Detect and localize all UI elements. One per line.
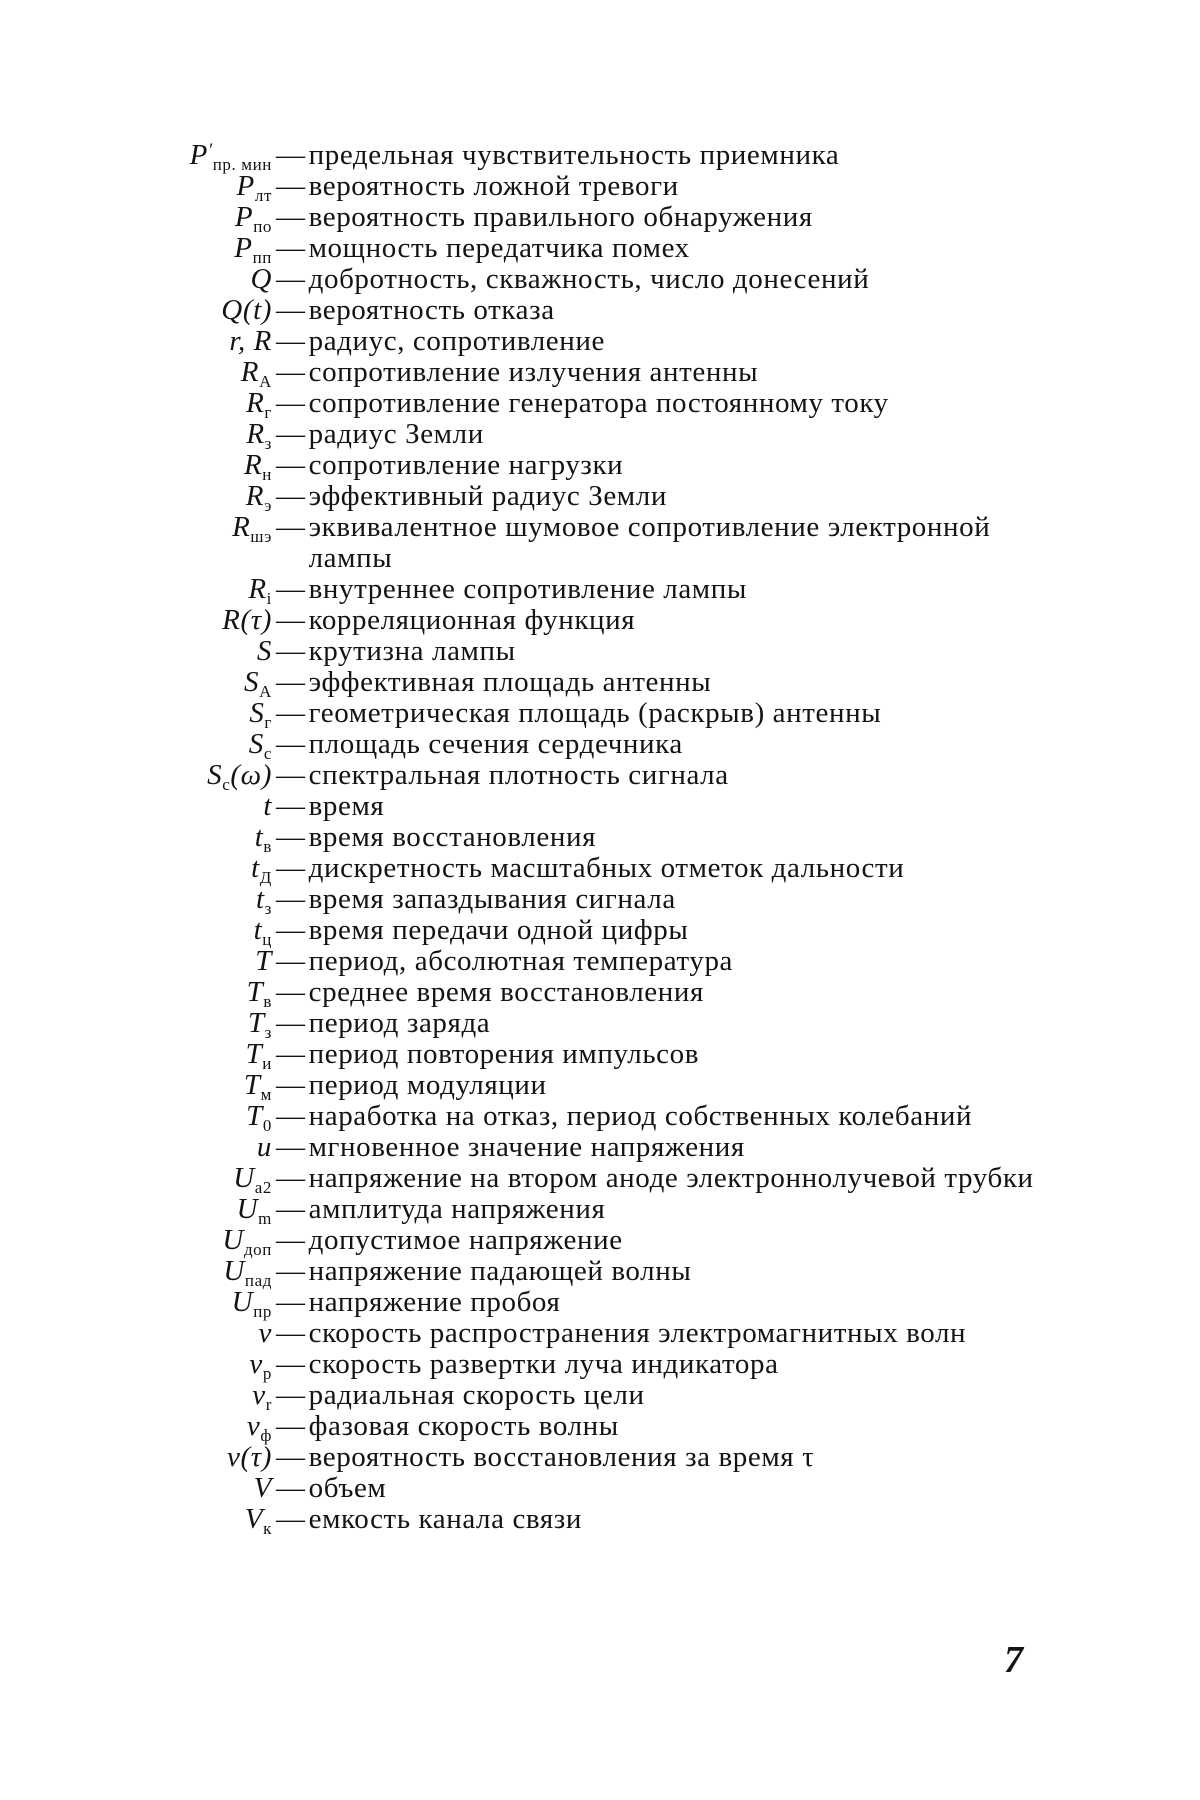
notation-symbol [0, 326, 274, 357]
notation-description: период повторения импульсов [308, 1038, 700, 1070]
symbol-subscript: в [263, 837, 272, 856]
notation-description: время запаздывания сигнала [308, 883, 676, 915]
dash-separator: — [276, 1069, 306, 1101]
dash-separator: — [276, 356, 306, 388]
symbol-base: v [258, 1317, 272, 1349]
notation-entry [0, 1379, 1200, 1414]
dash-separator: — [276, 1441, 306, 1473]
notation-entry [0, 1193, 1200, 1228]
notation-description: мощность передатчика помех [308, 232, 690, 264]
symbol-subscript: m [258, 1209, 272, 1228]
symbol-subscript: н [262, 465, 272, 484]
notation-symbol [0, 1503, 274, 1538]
dash-separator: — [276, 697, 306, 729]
notation-entry [0, 759, 1200, 794]
notation-entry [0, 946, 1200, 977]
dash-separator: — [276, 480, 306, 512]
symbol-base: t [251, 852, 260, 884]
symbol-subscript: г [264, 713, 272, 732]
notation-description: геометрическая площадь (раскрыв) антенны [308, 697, 882, 729]
notation-entry [0, 791, 1200, 822]
symbol-subscript: р [262, 1364, 272, 1383]
symbol-base: U [231, 1286, 254, 1318]
symbol-base: U [223, 1255, 245, 1287]
notation-description: эквивалентное шумовое сопротивление электронной лампы [308, 511, 991, 574]
notation-description: скорость развертки луча индикатора [308, 1348, 779, 1380]
notation-entry [0, 170, 1200, 205]
notation-symbol [0, 1069, 274, 1104]
notation-description: период, абсолютная температура [308, 945, 734, 977]
symbol-base: Q [250, 263, 272, 295]
symbol-subscript: А [259, 372, 272, 391]
notation-symbol [0, 1348, 274, 1383]
dash-separator: — [276, 1379, 306, 1411]
symbol-base: R [246, 418, 265, 450]
page-number: 7 [1004, 1639, 1023, 1681]
dash-separator: — [276, 666, 306, 698]
dash-separator: — [276, 1472, 306, 1504]
symbol-argument: (ω) [230, 759, 272, 791]
dash-separator: — [276, 1503, 306, 1535]
notation-description: время [308, 790, 385, 822]
symbol-base: S [207, 759, 223, 791]
symbol-base: Q [221, 294, 243, 326]
notation-symbol [0, 232, 274, 267]
notation-symbol [0, 418, 274, 453]
dash-separator: — [276, 201, 306, 233]
dash-separator: — [276, 1100, 306, 1132]
dash-separator: — [276, 294, 306, 326]
notation-entry [0, 976, 1200, 1011]
dash-separator: — [276, 821, 306, 853]
notation-symbol [0, 1038, 274, 1073]
symbol-base: T [246, 1100, 263, 1132]
notation-symbol [0, 852, 274, 887]
symbol-base: R [246, 387, 265, 419]
dash-separator: — [276, 1286, 306, 1318]
dash-separator: — [276, 170, 306, 202]
symbol-base: v [227, 1441, 241, 1473]
notation-entry [0, 264, 1200, 295]
notation-list [0, 139, 1200, 1538]
symbol-subscript: 0 [262, 1116, 272, 1135]
symbol-argument: (t) [242, 294, 272, 326]
notation-description: время передачи одной цифры [308, 914, 689, 946]
symbol-argument: (τ) [240, 604, 272, 636]
notation-symbol [0, 1318, 274, 1349]
symbol-base: P [236, 170, 255, 202]
notation-description: спектральная плотность сигнала [308, 759, 729, 791]
symbol-argument: (τ) [240, 1441, 272, 1473]
notation-description: радиус Земли [308, 418, 484, 450]
symbol-base: t [254, 821, 264, 853]
symbol-subscript: з [264, 899, 272, 918]
symbol-subscript: ф [260, 1426, 272, 1445]
dash-separator: — [276, 1348, 306, 1380]
notation-entry [0, 636, 1200, 667]
notation-entry [0, 728, 1200, 763]
dash-separator: — [276, 1255, 306, 1287]
notation-symbol [0, 976, 274, 1011]
symbol-base: T [247, 1007, 265, 1039]
dash-separator: — [276, 1162, 306, 1194]
notation-entry [0, 883, 1200, 918]
dash-separator: — [276, 852, 306, 884]
notation-entry [0, 1442, 1200, 1473]
notation-description: крутизна лампы [308, 635, 516, 667]
notation-entry [0, 295, 1200, 326]
notation-entry [0, 1348, 1200, 1383]
notation-description: время восстановления [308, 821, 597, 853]
notation-symbol [0, 728, 274, 763]
notation-symbol [0, 914, 274, 949]
notation-symbol [0, 201, 274, 236]
symbol-base: R [232, 511, 251, 543]
notation-entry [0, 1318, 1200, 1349]
symbol-subscript: э [264, 496, 272, 515]
symbol-subscript: a2 [254, 1178, 272, 1197]
notation-description: наработка на отказ, период собственных колебаний [308, 1100, 973, 1132]
notation-symbol [0, 1255, 274, 1290]
notation-symbol [0, 1410, 274, 1445]
notation-symbol [0, 1132, 274, 1163]
notation-entry [0, 1224, 1200, 1259]
notation-description: скорость распространения электромагнитных волн [308, 1317, 967, 1349]
symbol-base: r, R [229, 325, 272, 357]
symbol-subscript: шэ [250, 527, 272, 546]
notation-description: сопротивление излучения антенны [308, 356, 759, 388]
symbol-base: S [244, 666, 260, 698]
notation-entry [0, 232, 1200, 267]
symbol-base: T [246, 976, 264, 1008]
dash-separator: — [276, 263, 306, 295]
notation-description: мгновенное значение напряжения [308, 1131, 745, 1163]
notation-symbol [0, 139, 274, 174]
notation-description: сопротивление нагрузки [308, 449, 624, 481]
notation-entry [0, 666, 1200, 701]
notation-description: допустимое напряжение [308, 1224, 623, 1256]
notation-description: радиальная скорость цели [308, 1379, 645, 1411]
symbol-base: v [246, 1410, 261, 1442]
notation-symbol [0, 666, 274, 701]
symbol-base: t [253, 914, 263, 946]
notation-description: эффективная площадь антенны [308, 666, 712, 698]
notation-symbol [0, 1286, 274, 1321]
notation-symbol [0, 791, 274, 822]
notation-entry [0, 1007, 1200, 1042]
symbol-base: t [263, 790, 272, 822]
notation-symbol [0, 1193, 274, 1228]
dash-separator: — [276, 387, 306, 419]
symbol-base: v [252, 1379, 266, 1411]
dash-separator: — [276, 790, 306, 822]
symbol-base: R [248, 573, 267, 605]
dash-separator: — [276, 728, 306, 760]
symbol-base: R [243, 449, 263, 481]
symbol-prime: ′ [207, 140, 213, 161]
notation-entry [0, 1410, 1200, 1445]
dash-separator: — [276, 914, 306, 946]
dash-separator: — [276, 573, 306, 605]
notation-entry [0, 697, 1200, 732]
notation-entry [0, 1069, 1200, 1104]
symbol-subscript: лт [254, 186, 272, 205]
notation-symbol [0, 883, 274, 918]
notation-description: среднее время восстановления [308, 976, 704, 1008]
symbol-base: R [222, 604, 241, 636]
symbol-base: t [256, 883, 265, 915]
symbol-subscript: по [253, 217, 272, 236]
notation-description: вероятность ложной тревоги [308, 170, 679, 202]
notation-symbol [0, 697, 274, 732]
notation-description: амплитуда напряжения [308, 1193, 606, 1225]
symbol-base: S [249, 697, 265, 729]
notation-symbol [0, 946, 274, 977]
symbol-subscript: к [263, 1519, 272, 1538]
notation-entry [0, 1162, 1200, 1197]
notation-symbol [0, 759, 274, 794]
notation-description: предельная чувствительность приемника [308, 139, 840, 171]
notation-description: напряжение падающей волны [308, 1255, 692, 1287]
symbol-base: U [233, 1162, 255, 1194]
symbol-subscript: ц [262, 930, 272, 949]
symbol-subscript: з [264, 434, 272, 453]
symbol-subscript: в [263, 992, 272, 1011]
notation-entry [0, 1503, 1200, 1538]
dash-separator: — [276, 635, 306, 667]
notation-symbol [0, 1379, 274, 1414]
notation-symbol [0, 1100, 274, 1135]
symbol-subscript: i [266, 589, 272, 608]
dash-separator: — [276, 945, 306, 977]
notation-entry [0, 418, 1200, 453]
notation-symbol [0, 449, 274, 484]
symbol-base: U [222, 1224, 244, 1256]
notation-entry [0, 139, 1200, 174]
symbol-subscript: и [262, 1054, 272, 1073]
notation-description: эффективный радиус Земли [308, 480, 667, 512]
symbol-subscript: пр [253, 1302, 272, 1321]
symbol-base: P [234, 232, 253, 264]
notation-symbol [0, 1162, 274, 1197]
notation-symbol [0, 264, 274, 295]
symbol-base: T [245, 1038, 263, 1070]
symbol-subscript: с [263, 744, 272, 763]
notation-entry [0, 821, 1200, 856]
symbol-base: R [240, 356, 260, 388]
symbol-base: S [256, 635, 272, 667]
notation-entry [0, 1473, 1200, 1504]
notation-entry [0, 326, 1200, 357]
symbol-subscript: с [222, 775, 231, 794]
notation-entry [0, 1255, 1200, 1290]
notation-description: вероятность восстановления за время τ [308, 1441, 815, 1473]
notation-description: вероятность правильного обнаружения [308, 201, 813, 233]
symbol-base: v [249, 1348, 263, 1380]
dash-separator: — [276, 1410, 306, 1442]
notation-description: внутреннее сопротивление лампы [308, 573, 747, 605]
symbol-subscript: г [264, 403, 272, 422]
notation-symbol [0, 511, 274, 546]
notation-symbol [0, 387, 274, 422]
notation-entry [0, 605, 1200, 636]
notation-description: период модуляции [308, 1069, 547, 1101]
symbol-base: S [248, 728, 264, 760]
notation-entry [0, 449, 1200, 484]
notation-description: напряжение пробоя [308, 1286, 561, 1318]
notation-symbol [0, 821, 274, 856]
notation-description: фазовая скорость волны [308, 1410, 619, 1442]
notation-symbol [0, 636, 274, 667]
notation-entry [0, 387, 1200, 422]
dash-separator: — [276, 139, 306, 171]
symbol-subscript: доп [243, 1240, 272, 1259]
symbol-base: P [234, 201, 254, 233]
dash-separator: — [276, 1007, 306, 1039]
dash-separator: — [276, 1224, 306, 1256]
notation-description: вероятность отказа [308, 294, 555, 326]
symbol-base: V [253, 1472, 272, 1504]
symbol-subscript: м [260, 1085, 272, 1104]
dash-separator: — [276, 1317, 306, 1349]
dash-separator: — [276, 1193, 306, 1225]
symbol-base: P [189, 139, 208, 171]
notation-entry [0, 512, 1200, 574]
dash-separator: — [276, 604, 306, 636]
notation-entry [0, 852, 1200, 887]
notation-symbol [0, 1442, 274, 1473]
notation-symbol [0, 1007, 274, 1042]
symbol-base: V [244, 1503, 264, 1535]
notation-entry [0, 1286, 1200, 1321]
notation-symbol [0, 1473, 274, 1504]
notation-symbol [0, 170, 274, 205]
notation-symbol [0, 295, 274, 326]
dash-separator: — [276, 883, 306, 915]
notation-entry [0, 201, 1200, 236]
notation-description: напряжение на втором аноде электроннолучевой трубки [308, 1162, 1034, 1194]
notation-entry [0, 480, 1200, 515]
notation-entry [0, 914, 1200, 949]
dash-separator: — [276, 759, 306, 791]
notation-symbol [0, 1224, 274, 1259]
dash-separator: — [276, 325, 306, 357]
notation-symbol [0, 480, 274, 515]
notation-symbol [0, 573, 274, 608]
dash-separator: — [276, 1131, 306, 1163]
notation-entry [0, 1038, 1200, 1073]
dash-separator: — [276, 511, 306, 543]
symbol-subscript: пр. мин [212, 155, 272, 174]
notation-entry [0, 356, 1200, 391]
notation-description: добротность, скважность, число донесений [308, 263, 870, 295]
notation-description: сопротивление генератора постоянному току [308, 387, 889, 419]
dash-separator: — [276, 449, 306, 481]
notation-symbol [0, 605, 274, 636]
notation-description: радиус, сопротивление [308, 325, 605, 357]
dash-separator: — [276, 418, 306, 450]
dash-separator: — [276, 232, 306, 264]
notation-description: корреляционная функция [308, 604, 636, 636]
dash-separator: — [276, 976, 306, 1008]
notation-description: дискретность масштабных отметок дальности [308, 852, 905, 884]
symbol-subscript: з [264, 1023, 272, 1042]
notation-description: емкость канала связи [308, 1503, 582, 1535]
symbol-base: u [256, 1131, 272, 1163]
notation-entry [0, 1100, 1200, 1135]
symbol-subscript: Д [259, 868, 272, 887]
symbol-base: T [255, 945, 272, 977]
notation-entry [0, 1132, 1200, 1163]
symbol-subscript: А [259, 682, 272, 701]
notation-entry [0, 573, 1200, 608]
dash-separator: — [276, 1038, 306, 1070]
notation-description: площадь сечения сердечника [308, 728, 683, 760]
symbol-base: T [243, 1069, 261, 1101]
symbol-subscript: пп [252, 248, 272, 267]
symbol-subscript: пад [244, 1271, 272, 1290]
notation-description: период заряда [308, 1007, 491, 1039]
symbol-base: U [236, 1193, 259, 1225]
notation-description: объем [308, 1472, 387, 1504]
notation-symbol [0, 356, 274, 391]
symbol-base: R [245, 480, 265, 512]
symbol-subscript: r [265, 1395, 272, 1414]
